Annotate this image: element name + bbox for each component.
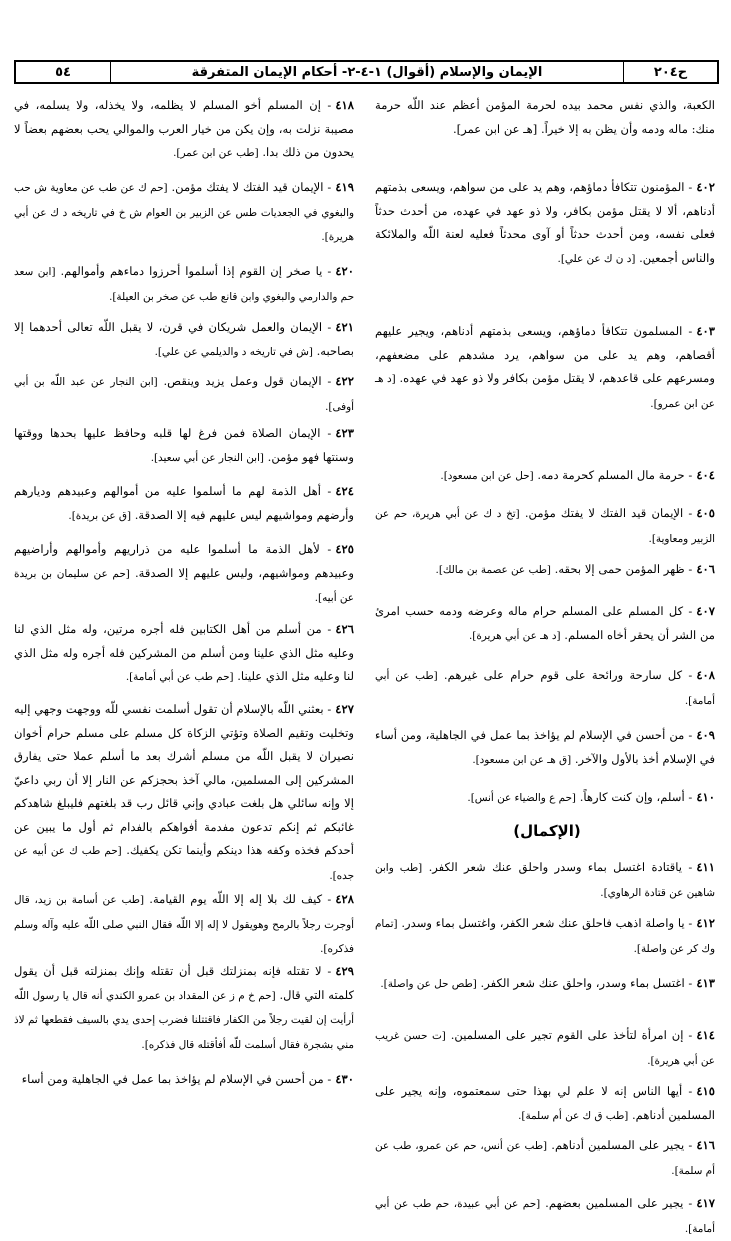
running-header [14, 60, 719, 84]
hadith-entry: ٤٢٤- أهل الذمة لهم ما أسلموا عليه من أموالهم وعبيدهم وديارهم وأرضهم ومواشيهم ليس عليهم فيه إلا الصدقة. [ق عن بريدة]. [14, 484, 354, 522]
entry-text: يجير على المسلمين بعضهم. [545, 1196, 684, 1210]
volume-label: ح٢٠٤ [623, 62, 717, 82]
hadith-entry: ٤٠٥- الإيمان قيد الفتك لا يفتك مؤمن. [تخ د ك عن أبي هريرة، حم عن الزبير ومعاوية]. [375, 506, 716, 545]
section-title-ikmal: (الإكمال) [513, 822, 581, 840]
hadith-entry: ٤٠٢- المؤمنون تتكافأ دماؤهم، وهم يد على من سواهم، ويسعى بذمتهم أدناهم، ألا لا يقتل مؤمن بكافر، ولا ذو عهد في عهده، من أحدث حدثاً فعلى نفسه، ومن أحدث حدثاً أو آوى محدثاً فعليه لعنة اللّه والملائكة والناس أجمعين. [د ن ك عن علي]. [375, 180, 715, 265]
hadith-entry: ٤٢٧- بعثني اللّه بالإسلام أن تقول أسلمت نفسي للّه ووجهت وجهي إليه وتخليت وتقيم الصلاة وتؤتي الزكاة كل مسلم على مسلم حرام أخوان نصيران لا يقبل اللّه من مسلم أشرك بعد ما أسلم عملا حتى يفارق المشركين إلى المسلمين، مالي آخذ بحجزكم عن النار إلا أن ربي داعيّ إلا وإنه سائلي هل بلغت عبادي وإني قائل رب قد بلغتهم فليبلغ شاهدكم غائبكم ثم إنكم تدعون مفدمة أفواهكم بالفدام ثم أول ما يبين عن أحدكم فخذه وكفه هذا دينكم وأينما تكن يكفيك. [حم طب ك عن أبيه عن جده]. [14, 702, 354, 882]
hadith-entry: ٤١٥- أيها الناس إنه لا علم لي بهذا حتى سمعتموه، وإنه يجير على المسلمين أدناهم. [طب ق ك عن أم سلمة]. [375, 1084, 715, 1122]
hadith-entry: ٤١١- ياقتادة اغتسل بماء وسدر واحلق عنك شعر الكفر. [طب وابن شاهين عن قتادة الرهاوي]. [375, 860, 716, 899]
entry-text: يجير على المسلمين أدناهم. [551, 1138, 685, 1152]
hadith-entry: ٤١٨- إن المسلم أخو المسلم لا يظلمه، ولا يخذله، ولا يسلمه، في مصيبة نزلت به، وإن يكن من خيار العرب والموالي يحب بعضهم بعضاً لا يحدون من ذلك بدا. [طب عن ابن عمر]. [14, 98, 354, 159]
hadith-entry: ٤١٣- اغتسل بماء وسدر، واحلق عنك شعر الكفر. [طص حل عن واصلة]. [380, 976, 715, 990]
hadith-entry: ٤٢٨- كيف لك بلا إله إلا اللّه يوم القيامة. [طب عن أسامة بن زيد، قال أوجرت رجلاً بالرمح وهويقول لا إله إلا اللّه فقال النبي صلى اللّه عليه وآله وسلم فذكره]. [14, 892, 355, 955]
hadith-entry: ٤٠٣- المسلمون تتكافأ دماؤهم، ويسعى بذمتهم أدناهم، ويجير عليهم أقصاهم، وهم يد على من سواهم، يرد مشدهم على مضعفهم، ومسرعهم على قاعدهم، لا يقتل مؤمن بكافر ولا ذو عهد في عهده. [د هـ عن ابن عمرو]. [375, 324, 715, 410]
page [14, 60, 719, 1235]
hadith-entry: ٤١٧- يجير على المسلمين بعضهم. [حم عن أبي عبيدة، حم طب عن أبي أمامة]. [375, 1196, 716, 1235]
entry-number: ٤١٦ [696, 1138, 716, 1152]
hadith-entry: ٤٢٥- لأهل الذمة ما أسلموا عليه من ذراريهم وأموالهم وأراضيهم وعبيدهم ومواشيهم، وليس عليهم إلا الصدقة. [حم عن سليمان بن بريدة عن أبيه]. [14, 542, 355, 604]
hadith-entry: ٤٢٣- الإيمان الصلاة فمن فرغ لها قلبه وحافظ عليها بحدها ووقتها وسنتها فهو مؤمن. [ابن النجار عن أبي سعيد]. [14, 426, 354, 464]
hadith-entry: ٤٠٧- كل المسلم على المسلم حرام ماله وعرضه ودمه حسب امرئ من الشر أن يحقر أخاه المسلم. [د هـ عن أبي هريرة]. [375, 604, 715, 642]
hadith-entry: ٤٢٦- من أسلم من أهل الكتابين فله أجره مرتين، وله مثل الذي لنا وعليه مثل الذي علينا ومن أسلم من المشركين فله أجره وله مثل الذي لنا وعليه مثل الذي علينا. [حم طب عن أبي أمامة]. [14, 622, 354, 683]
entry-number: ٤١٧ [696, 1196, 716, 1210]
hadith-entry: ٤٠٨- كل سارحة ورائحة على قوم حرام على غيرهم. [طب عن أبي أمامة]. [375, 668, 715, 707]
continuation-text: الكعبة، والذي نفس محمد بيده لحرمة المؤمن أعظم عند اللّه حرمة منك: ماله ودمه وأن يظن به إلا خيراً. [هـ عن ابن عمر]. [375, 98, 715, 136]
hadith-entry: ٤٠٤- حرمة مال المسلم كحرمة دمه. [حل عن ابن مسعود]. [440, 468, 715, 482]
hadith-entry: ٤١٢- يا واصلة اذهب فاحلق عنك شعر الكفر، واغتسل بماء وسدر. [تمام وك كر عن واصلة]. [375, 916, 715, 955]
hadith-entry: ٤٢٠- يا صخر إن القوم إذا أسلموا أحرزوا دماءهم وأموالهم. [ابن سعد حم والدارمي والبغوي وابن قانع طب عن صخر بن العيلة]. [14, 264, 354, 303]
entry-source: [حم عن أبي عبيدة، حم طب عن أبي أمامة]. [375, 1198, 715, 1235]
hadith-entry: ٤٢٢- الإيمان قول وعمل يزيد وينقص. [ابن النجار عن عبد اللّه بن أبي أوفى]. [14, 374, 355, 413]
hadith-entry: ٤١٤- إن امرأة لتأخذ على القوم تجير على المسلمين. [ت حسن غريب عن أبي هريرة]. [375, 1028, 715, 1067]
hadith-entry: ٤٢٩- لا تقتله فإنه بمنزلتك قبل أن تقتله وإنك بمنزلته قبل أن يقول كلمته التي قال. [حم خ م ز عن المقداد بن عمرو الكندي أنه قال يا رسول اللّه أرأيت إن لقيت رجلاً من الكفار فاقتتلنا فضرب إحدى يدي بالسيف فقطعها ثم لاذ مني بشجرة فقال أسلمت للّه أفأقتله قال فذكره]. [14, 964, 355, 1051]
hadith-entry: ٤١٦- يجير على المسلمين أدناهم. [طب عن أنس، حم عن عمرو، طب عن أم سلمة]. [375, 1138, 716, 1177]
hadith-entry: ٤٢١- الإيمان والعمل شريكان في قرن، لا يقبل اللّه تعالى أحدهما إلا بصاحبه. [ش في تاريخه د والديلمي عن علي]. [14, 320, 354, 358]
hadith-entry: ٤١٠- أسلم، وإن كنت كارهاً. [حم ع والضياء عن أنس]. [467, 790, 715, 804]
hadith-entry: ٤٠٦- ظهر المؤمن حمى إلا بحقه. [طب عن عصمة بن مالك]. [435, 562, 715, 576]
entry-source: [طب عن أنس، حم عن عمرو، طب عن أم سلمة]. [375, 1140, 715, 1177]
page-number: ٥٤ [55, 64, 71, 80]
header-title: الإيمان والإسلام (أقوال) ١-٤-٢- أحكام الإيمان المتفرقة [110, 62, 623, 82]
hadith-entry: ٤١٩- الإيمان قيد الفتك لا يفتك مؤمن. [حم ك عن طب عن معاوية ش حب والبغوي في الجعديات طس عن الزبير بن العوام ش خ في تاريخه د ك عن أبي هريرة]. [14, 180, 354, 243]
hadith-entry: ٤٣٠- من أحسن في الإسلام لم يؤاخذ بما عمل في الجاهلية ومن أساء [21, 1072, 354, 1086]
hadith-entry: ٤٠٩- من أحسن في الإسلام لم يؤاخذ بما عمل في الجاهلية، ومن أساء في الإسلام أخذ بالأول والآخر. [ق هـ عن ابن مسعود]. [375, 728, 715, 766]
